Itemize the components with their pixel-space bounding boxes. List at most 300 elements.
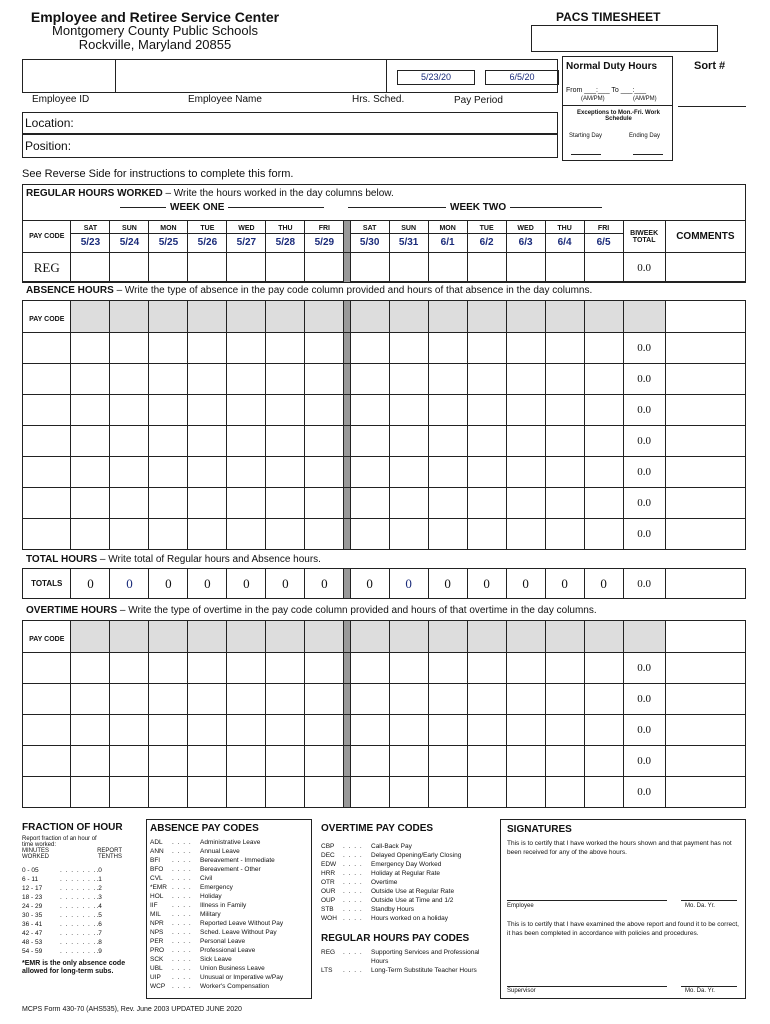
day-total-cell[interactable]: 0: [545, 569, 584, 599]
reg-hours-cell[interactable]: [71, 253, 110, 283]
overtime-hours-heading: OVERTIME HOURS – Write the type of overtime in the pay code column provided and hours of that overtime in the day columns.: [26, 605, 597, 616]
absence-hours-cell[interactable]: [110, 519, 149, 550]
absence-pay-code-cell[interactable]: [23, 457, 71, 488]
overtime-hours-cell[interactable]: [350, 746, 389, 777]
absence-hours-cell[interactable]: [266, 395, 305, 426]
overtime-hours-cell[interactable]: [227, 715, 266, 746]
fraction-of-hour-box: [22, 822, 144, 1000]
overtime-hours-cell[interactable]: [188, 715, 227, 746]
org-header: [30, 10, 280, 52]
absence-hours-cell[interactable]: [545, 364, 584, 395]
absence-hours-cell[interactable]: [110, 426, 149, 457]
absence-hours-cell[interactable]: [350, 395, 389, 426]
day-date: 5/31: [398, 237, 419, 248]
overtime-hours-cell[interactable]: [506, 653, 545, 684]
reg-pay-code[interactable]: REG: [23, 253, 71, 283]
absence-hours-cell[interactable]: [305, 395, 344, 426]
day-name: MON: [149, 225, 187, 234]
overtime-hours-cell[interactable]: [428, 746, 467, 777]
sort-field[interactable]: [678, 106, 746, 107]
absence-hours-cell[interactable]: [389, 426, 428, 457]
absence-hours-cell[interactable]: [350, 457, 389, 488]
supervisor-signature-line[interactable]: [507, 986, 667, 987]
day-header-8: [389, 221, 428, 253]
overtime-hours-cell[interactable]: [350, 653, 389, 684]
absence-hours-cell[interactable]: [389, 457, 428, 488]
overtime-hours-cell[interactable]: [584, 777, 623, 808]
absence-hours-cell[interactable]: [227, 519, 266, 550]
overtime-hours-cell[interactable]: [506, 684, 545, 715]
absence-hours-cell[interactable]: [428, 519, 467, 550]
pay-code-item: DEC . . . . Delayed Opening/Early Closing: [321, 852, 462, 859]
hrs-sched-label: Hrs. Sched.: [352, 94, 405, 105]
overtime-hours-cell[interactable]: [506, 746, 545, 777]
overtime-hours-cell[interactable]: [71, 684, 110, 715]
overtime-hours-cell[interactable]: [305, 777, 344, 808]
absence-hours-cell[interactable]: [506, 364, 545, 395]
absence-hours-cell[interactable]: [584, 395, 623, 426]
absence-hours-cell[interactable]: [227, 333, 266, 364]
overtime-hours-cell[interactable]: [188, 653, 227, 684]
overtime-hours-cell[interactable]: [305, 715, 344, 746]
absence-hours-cell[interactable]: [350, 364, 389, 395]
overtime-hours-cell[interactable]: [227, 653, 266, 684]
pay-code-item: WOH . . . . Hours worked on a holiday: [321, 915, 448, 922]
absence-hours-cell[interactable]: [506, 457, 545, 488]
absence-hours-cell[interactable]: [467, 519, 506, 550]
day-total-cell[interactable]: 0: [149, 569, 188, 599]
absence-hours-cell[interactable]: [188, 519, 227, 550]
pay-code-item: *EMR . . . . Emergency: [150, 884, 233, 891]
reg-hours-cell[interactable]: [584, 253, 623, 283]
absence-comments-cell[interactable]: [665, 426, 745, 457]
day-name: WED: [507, 225, 545, 234]
absence-hours-cell[interactable]: [305, 488, 344, 519]
absence-hours-cell[interactable]: [305, 333, 344, 364]
absence-hours-cell[interactable]: [188, 395, 227, 426]
absence-row-total[interactable]: 0.0: [623, 457, 665, 488]
overtime-hours-cell[interactable]: [428, 777, 467, 808]
overtime-comments-cell[interactable]: [665, 684, 745, 715]
overtime-hours-cell[interactable]: [149, 684, 188, 715]
overtime-row-total[interactable]: 0.0: [623, 653, 665, 684]
overtime-hours-cell[interactable]: [428, 653, 467, 684]
absence-hours-cell[interactable]: [149, 395, 188, 426]
absence-pay-code-cell[interactable]: [23, 519, 71, 550]
absence-hours-cell[interactable]: [467, 457, 506, 488]
absence-row-total[interactable]: 0.0: [623, 488, 665, 519]
overtime-row-total[interactable]: 0.0: [623, 746, 665, 777]
reg-hours-cell[interactable]: [110, 253, 149, 283]
pay-period-start-field[interactable]: 5/23/20: [397, 70, 475, 85]
employee-date-line[interactable]: [681, 900, 737, 901]
day-total-cell[interactable]: 0: [305, 569, 344, 599]
reg-hours-cell[interactable]: [350, 253, 389, 283]
day-total-cell[interactable]: 0: [506, 569, 545, 599]
totals-comments-cell[interactable]: [665, 569, 745, 599]
absence-hours-cell[interactable]: [428, 457, 467, 488]
absence-hours-cell[interactable]: [545, 426, 584, 457]
day-name: SUN: [390, 225, 428, 234]
overtime-hours-cell[interactable]: [110, 684, 149, 715]
absence-hours-cell[interactable]: [227, 426, 266, 457]
employee-certification: This is to certify that I have worked the hours shown and that payment has not been received for any of the above hours.: [507, 840, 732, 856]
overtime-hours-cell[interactable]: [428, 715, 467, 746]
overtime-hours-cell[interactable]: [389, 653, 428, 684]
absence-hours-cell[interactable]: [428, 488, 467, 519]
pay-period-end-field[interactable]: 6/5/20: [485, 70, 559, 85]
overtime-hours-cell[interactable]: [389, 777, 428, 808]
absence-row-total[interactable]: 0.0: [623, 426, 665, 457]
day-total-cell[interactable]: 0: [71, 569, 110, 599]
overtime-hours-cell[interactable]: [266, 653, 305, 684]
reg-biweek-total[interactable]: 0.0: [623, 253, 665, 283]
overtime-hours-cell[interactable]: [584, 746, 623, 777]
overtime-hours-cell[interactable]: [428, 684, 467, 715]
overtime-hours-cell[interactable]: [188, 777, 227, 808]
reg-hours-cell[interactable]: [467, 253, 506, 283]
overtime-row-total[interactable]: 0.0: [623, 684, 665, 715]
overtime-pay-code-cell[interactable]: [23, 715, 71, 746]
day-total-cell[interactable]: 0: [350, 569, 389, 599]
absence-hours-cell[interactable]: [389, 364, 428, 395]
overtime-hours-cell[interactable]: [506, 777, 545, 808]
overtime-hours-cell[interactable]: [350, 777, 389, 808]
day-total-cell[interactable]: 0: [467, 569, 506, 599]
overtime-comments-cell[interactable]: [665, 715, 745, 746]
absence-hours-cell[interactable]: [506, 426, 545, 457]
overtime-hours-cell[interactable]: [584, 715, 623, 746]
employee-name-label: Employee Name: [188, 94, 262, 105]
pay-code-item: CVL . . . . Civil: [150, 875, 213, 882]
absence-hours-cell[interactable]: [227, 395, 266, 426]
absence-hours-cell[interactable]: [71, 488, 110, 519]
absence-hours-cell[interactable]: [188, 364, 227, 395]
overtime-hours-cell[interactable]: [545, 715, 584, 746]
day-total-cell[interactable]: 0: [227, 569, 266, 599]
week-two-label: WEEK TWO: [446, 202, 510, 213]
absence-hours-cell[interactable]: [266, 457, 305, 488]
absence-comments-cell[interactable]: [665, 333, 745, 364]
overtime-hours-cell[interactable]: [110, 715, 149, 746]
day-total-cell[interactable]: 0: [584, 569, 623, 599]
overtime-hours-cell[interactable]: [227, 684, 266, 715]
overtime-hours-table: [22, 620, 746, 808]
overtime-pay-code-cell[interactable]: [23, 777, 71, 808]
overtime-hours-cell[interactable]: [305, 653, 344, 684]
absence-hours-cell[interactable]: [266, 488, 305, 519]
absence-row-total[interactable]: 0.0: [623, 333, 665, 364]
employee-date-label: Mo. Da. Yr.: [685, 903, 715, 909]
absence-hours-cell[interactable]: [428, 333, 467, 364]
overtime-hours-cell[interactable]: [350, 684, 389, 715]
absence-hours-cell[interactable]: [545, 457, 584, 488]
absence-hours-cell[interactable]: [545, 488, 584, 519]
absence-hours-cell[interactable]: [584, 426, 623, 457]
overtime-hours-cell[interactable]: [149, 653, 188, 684]
pay-code-item: LTS . . . . Long-Term Substitute Teacher Hours: [321, 967, 477, 974]
pay-code-item: CBP . . . . Call-Back Pay: [321, 843, 412, 850]
absence-hours-cell[interactable]: [506, 333, 545, 364]
absence-hours-cell[interactable]: [188, 333, 227, 364]
overtime-hours-cell[interactable]: [188, 684, 227, 715]
location-field[interactable]: [22, 112, 558, 134]
absence-comments-cell[interactable]: [665, 488, 745, 519]
absence-hours-cell[interactable]: [584, 457, 623, 488]
reg-hours-cell[interactable]: [545, 253, 584, 283]
absence-hours-cell[interactable]: [71, 426, 110, 457]
absence-hours-cell[interactable]: [266, 333, 305, 364]
absence-hours-cell[interactable]: [545, 395, 584, 426]
overtime-hours-cell[interactable]: [110, 746, 149, 777]
absence-hours-cell[interactable]: [506, 395, 545, 426]
absence-hours-cell[interactable]: [71, 519, 110, 550]
overtime-row-total[interactable]: 0.0: [623, 715, 665, 746]
fraction-row: 12 - 17 . . . . . . ..2: [22, 885, 102, 892]
employee-signature-line[interactable]: [507, 900, 667, 901]
day-name: TUE: [468, 225, 506, 234]
absence-pay-code-cell[interactable]: [23, 364, 71, 395]
absence-hours-cell[interactable]: [584, 364, 623, 395]
overtime-hours-cell[interactable]: [266, 777, 305, 808]
reg-hours-cell[interactable]: [428, 253, 467, 283]
overtime-hours-cell[interactable]: [506, 715, 545, 746]
overtime-hours-cell[interactable]: [350, 715, 389, 746]
absence-hours-cell[interactable]: [110, 488, 149, 519]
overtime-hours-cell[interactable]: [71, 715, 110, 746]
absence-hours-cell[interactable]: [389, 395, 428, 426]
supervisor-date-line[interactable]: [681, 986, 737, 987]
pay-code-item: OUP . . . . Outside Use at Time and 1/2: [321, 897, 454, 904]
absence-comments-cell[interactable]: [665, 457, 745, 488]
overtime-hours-cell[interactable]: [389, 684, 428, 715]
absence-hours-cell[interactable]: [110, 395, 149, 426]
absence-row-total[interactable]: 0.0: [623, 395, 665, 426]
absence-row-total[interactable]: 0.0: [623, 364, 665, 395]
overtime-hours-cell[interactable]: [266, 715, 305, 746]
reg-hours-cell[interactable]: [188, 253, 227, 283]
absence-hours-cell[interactable]: [266, 364, 305, 395]
absence-hours-cell[interactable]: [149, 364, 188, 395]
overtime-pay-code-cell[interactable]: [23, 653, 71, 684]
supervisor-certification: This is to certify that I have examined the above report and found it to be correct, it has been completed in accordance with policies and procedures.: [507, 921, 739, 937]
overtime-hours-cell[interactable]: [305, 684, 344, 715]
regular-hours-table: [22, 220, 746, 283]
overtime-hours-cell[interactable]: [389, 746, 428, 777]
reg-hours-cell[interactable]: [506, 253, 545, 283]
overtime-hours-cell[interactable]: [584, 684, 623, 715]
pay-code-item: EDW . . . . Emergency Day Worked: [321, 861, 442, 868]
reg-hours-cell[interactable]: [389, 253, 428, 283]
absence-hours-cell[interactable]: [389, 488, 428, 519]
org-name: Employee and Retiree Service Center: [30, 9, 280, 25]
day-header-2: [149, 221, 188, 253]
absence-hours-cell[interactable]: [71, 395, 110, 426]
overtime-hours-cell[interactable]: [266, 746, 305, 777]
absence-hours-cell[interactable]: [71, 333, 110, 364]
overtime-hours-cell[interactable]: [467, 777, 506, 808]
absence-hours-cell[interactable]: [305, 426, 344, 457]
overtime-hours-cell[interactable]: [266, 684, 305, 715]
day-header-5: [266, 221, 305, 253]
day-total-cell[interactable]: 0: [266, 569, 305, 599]
overtime-hours-cell[interactable]: [545, 777, 584, 808]
absence-hours-cell[interactable]: [71, 457, 110, 488]
absence-hours-cell[interactable]: [389, 519, 428, 550]
absence-hours-cell[interactable]: [467, 364, 506, 395]
overtime-hours-cell[interactable]: [467, 653, 506, 684]
absence-comments-cell[interactable]: [665, 364, 745, 395]
absence-pay-code-header: PAY CODE: [23, 301, 71, 333]
overtime-hours-cell[interactable]: [305, 746, 344, 777]
overtime-hours-cell[interactable]: [545, 746, 584, 777]
duty-from: From ___:___ To ___:___: [566, 87, 647, 94]
absence-hours-cell[interactable]: [149, 426, 188, 457]
overtime-hours-cell[interactable]: [467, 746, 506, 777]
reg-hours-cell[interactable]: [266, 253, 305, 283]
absence-pay-code-cell[interactable]: [23, 395, 71, 426]
absence-hours-cell[interactable]: [545, 333, 584, 364]
overtime-codes-list: [321, 842, 496, 923]
signatures-box: [500, 819, 746, 999]
absence-hours-cell[interactable]: [110, 333, 149, 364]
overtime-hours-cell[interactable]: [110, 777, 149, 808]
day-total-cell[interactable]: 0: [110, 569, 149, 599]
absence-hours-cell[interactable]: [428, 364, 467, 395]
fraction-row: 42 - 47 . . . . . . ..7: [22, 930, 102, 937]
overtime-hours-cell[interactable]: [545, 684, 584, 715]
form-id-box[interactable]: [531, 25, 718, 52]
fraction-row: 24 - 29 . . . . . . ..4: [22, 903, 102, 910]
absence-hours-cell[interactable]: [266, 426, 305, 457]
absence-comments-cell[interactable]: [665, 519, 745, 550]
absence-hours-cell[interactable]: [149, 457, 188, 488]
reg-hours-cell[interactable]: [149, 253, 188, 283]
absence-pay-code-cell[interactable]: [23, 426, 71, 457]
reg-comments-cell[interactable]: [665, 253, 745, 283]
overtime-pay-codes-box: [321, 823, 496, 1001]
absence-hours-cell[interactable]: [149, 519, 188, 550]
biweek-grand-total[interactable]: 0.0: [623, 569, 665, 599]
overtime-comments-cell[interactable]: [665, 777, 745, 808]
overtime-hours-cell[interactable]: [227, 777, 266, 808]
overtime-row-total[interactable]: 0.0: [623, 777, 665, 808]
absence-hours-cell[interactable]: [350, 488, 389, 519]
absence-hours-cell[interactable]: [467, 333, 506, 364]
pay-code-item: MIL . . . . Military: [150, 911, 221, 918]
absence-hours-cell[interactable]: [305, 519, 344, 550]
overtime-hours-cell[interactable]: [389, 715, 428, 746]
absence-hours-cell[interactable]: [467, 426, 506, 457]
absence-hours-cell[interactable]: [467, 395, 506, 426]
day-total-cell[interactable]: 0: [188, 569, 227, 599]
day-header-6: [305, 221, 344, 253]
position-field[interactable]: [22, 134, 558, 158]
overtime-hours-cell[interactable]: [584, 653, 623, 684]
absence-hours-cell[interactable]: [584, 333, 623, 364]
overtime-pay-code-cell[interactable]: [23, 684, 71, 715]
absence-hours-cell[interactable]: [149, 333, 188, 364]
absence-hours-cell[interactable]: [428, 395, 467, 426]
overtime-hours-cell[interactable]: [149, 746, 188, 777]
overtime-hours-cell[interactable]: [227, 746, 266, 777]
day-date: 5/23: [80, 237, 101, 248]
employee-info-box: [22, 59, 558, 93]
day-date: 5/28: [275, 237, 296, 248]
day-header-13: [584, 221, 623, 253]
absence-hours-cell[interactable]: [110, 364, 149, 395]
absence-row-total[interactable]: 0.0: [623, 519, 665, 550]
pay-code-item: NPS . . . . Sched. Leave Without Pay: [150, 929, 277, 936]
overtime-pay-code-cell[interactable]: [23, 746, 71, 777]
absence-hours-cell[interactable]: [350, 519, 389, 550]
pay-code-item: HOL . . . . Holiday: [150, 893, 222, 900]
absence-hours-cell[interactable]: [584, 488, 623, 519]
absence-hours-cell[interactable]: [188, 488, 227, 519]
absence-hours-cell[interactable]: [110, 457, 149, 488]
absence-hours-cell[interactable]: [71, 364, 110, 395]
reg-hours-cell[interactable]: [227, 253, 266, 283]
absence-hours-cell[interactable]: [350, 333, 389, 364]
absence-hours-cell[interactable]: [188, 426, 227, 457]
overtime-hours-cell[interactable]: [545, 653, 584, 684]
absence-comments-cell[interactable]: [665, 395, 745, 426]
absence-pay-code-cell[interactable]: [23, 333, 71, 364]
absence-hours-cell[interactable]: [266, 519, 305, 550]
absence-hours-cell[interactable]: [227, 457, 266, 488]
absence-hours-cell[interactable]: [227, 488, 266, 519]
overtime-hours-cell[interactable]: [467, 715, 506, 746]
overtime-hours-cell[interactable]: [149, 777, 188, 808]
overtime-hours-cell[interactable]: [110, 653, 149, 684]
overtime-hours-cell[interactable]: [71, 746, 110, 777]
absence-hours-cell[interactable]: [350, 426, 389, 457]
absence-hours-cell[interactable]: [305, 457, 344, 488]
day-name: WED: [227, 225, 265, 234]
overtime-comments-cell[interactable]: [665, 653, 745, 684]
overtime-hours-cell[interactable]: [188, 746, 227, 777]
day-date: 5/29: [314, 237, 335, 248]
absence-hours-table: [22, 300, 746, 550]
overtime-hours-cell[interactable]: [149, 715, 188, 746]
day-date: 5/26: [197, 237, 218, 248]
overtime-hours-cell[interactable]: [71, 777, 110, 808]
absence-hours-cell[interactable]: [188, 457, 227, 488]
day-date: 5/30: [359, 237, 380, 248]
absence-hours-cell[interactable]: [584, 519, 623, 550]
reg-hours-cell[interactable]: [305, 253, 344, 283]
absence-hours-cell[interactable]: [149, 488, 188, 519]
overtime-hours-cell[interactable]: [71, 653, 110, 684]
absence-hours-cell[interactable]: [389, 333, 428, 364]
absence-hours-cell[interactable]: [467, 488, 506, 519]
absence-hours-cell[interactable]: [506, 519, 545, 550]
day-total-cell[interactable]: 0: [389, 569, 428, 599]
day-total-cell[interactable]: 0: [428, 569, 467, 599]
overtime-comments-cell[interactable]: [665, 746, 745, 777]
absence-pay-code-cell[interactable]: [23, 488, 71, 519]
absence-hours-cell[interactable]: [545, 519, 584, 550]
absence-hours-cell[interactable]: [227, 364, 266, 395]
absence-hours-cell[interactable]: [428, 426, 467, 457]
starting-day-label: Starting Day: [569, 133, 603, 139]
pay-code-item: OTR . . . . Overtime: [321, 879, 398, 886]
absence-hours-cell[interactable]: [506, 488, 545, 519]
employee-id-label: Employee ID: [32, 94, 90, 105]
absence-hours-cell[interactable]: [305, 364, 344, 395]
overtime-hours-cell[interactable]: [467, 684, 506, 715]
day-name: THU: [546, 225, 584, 234]
